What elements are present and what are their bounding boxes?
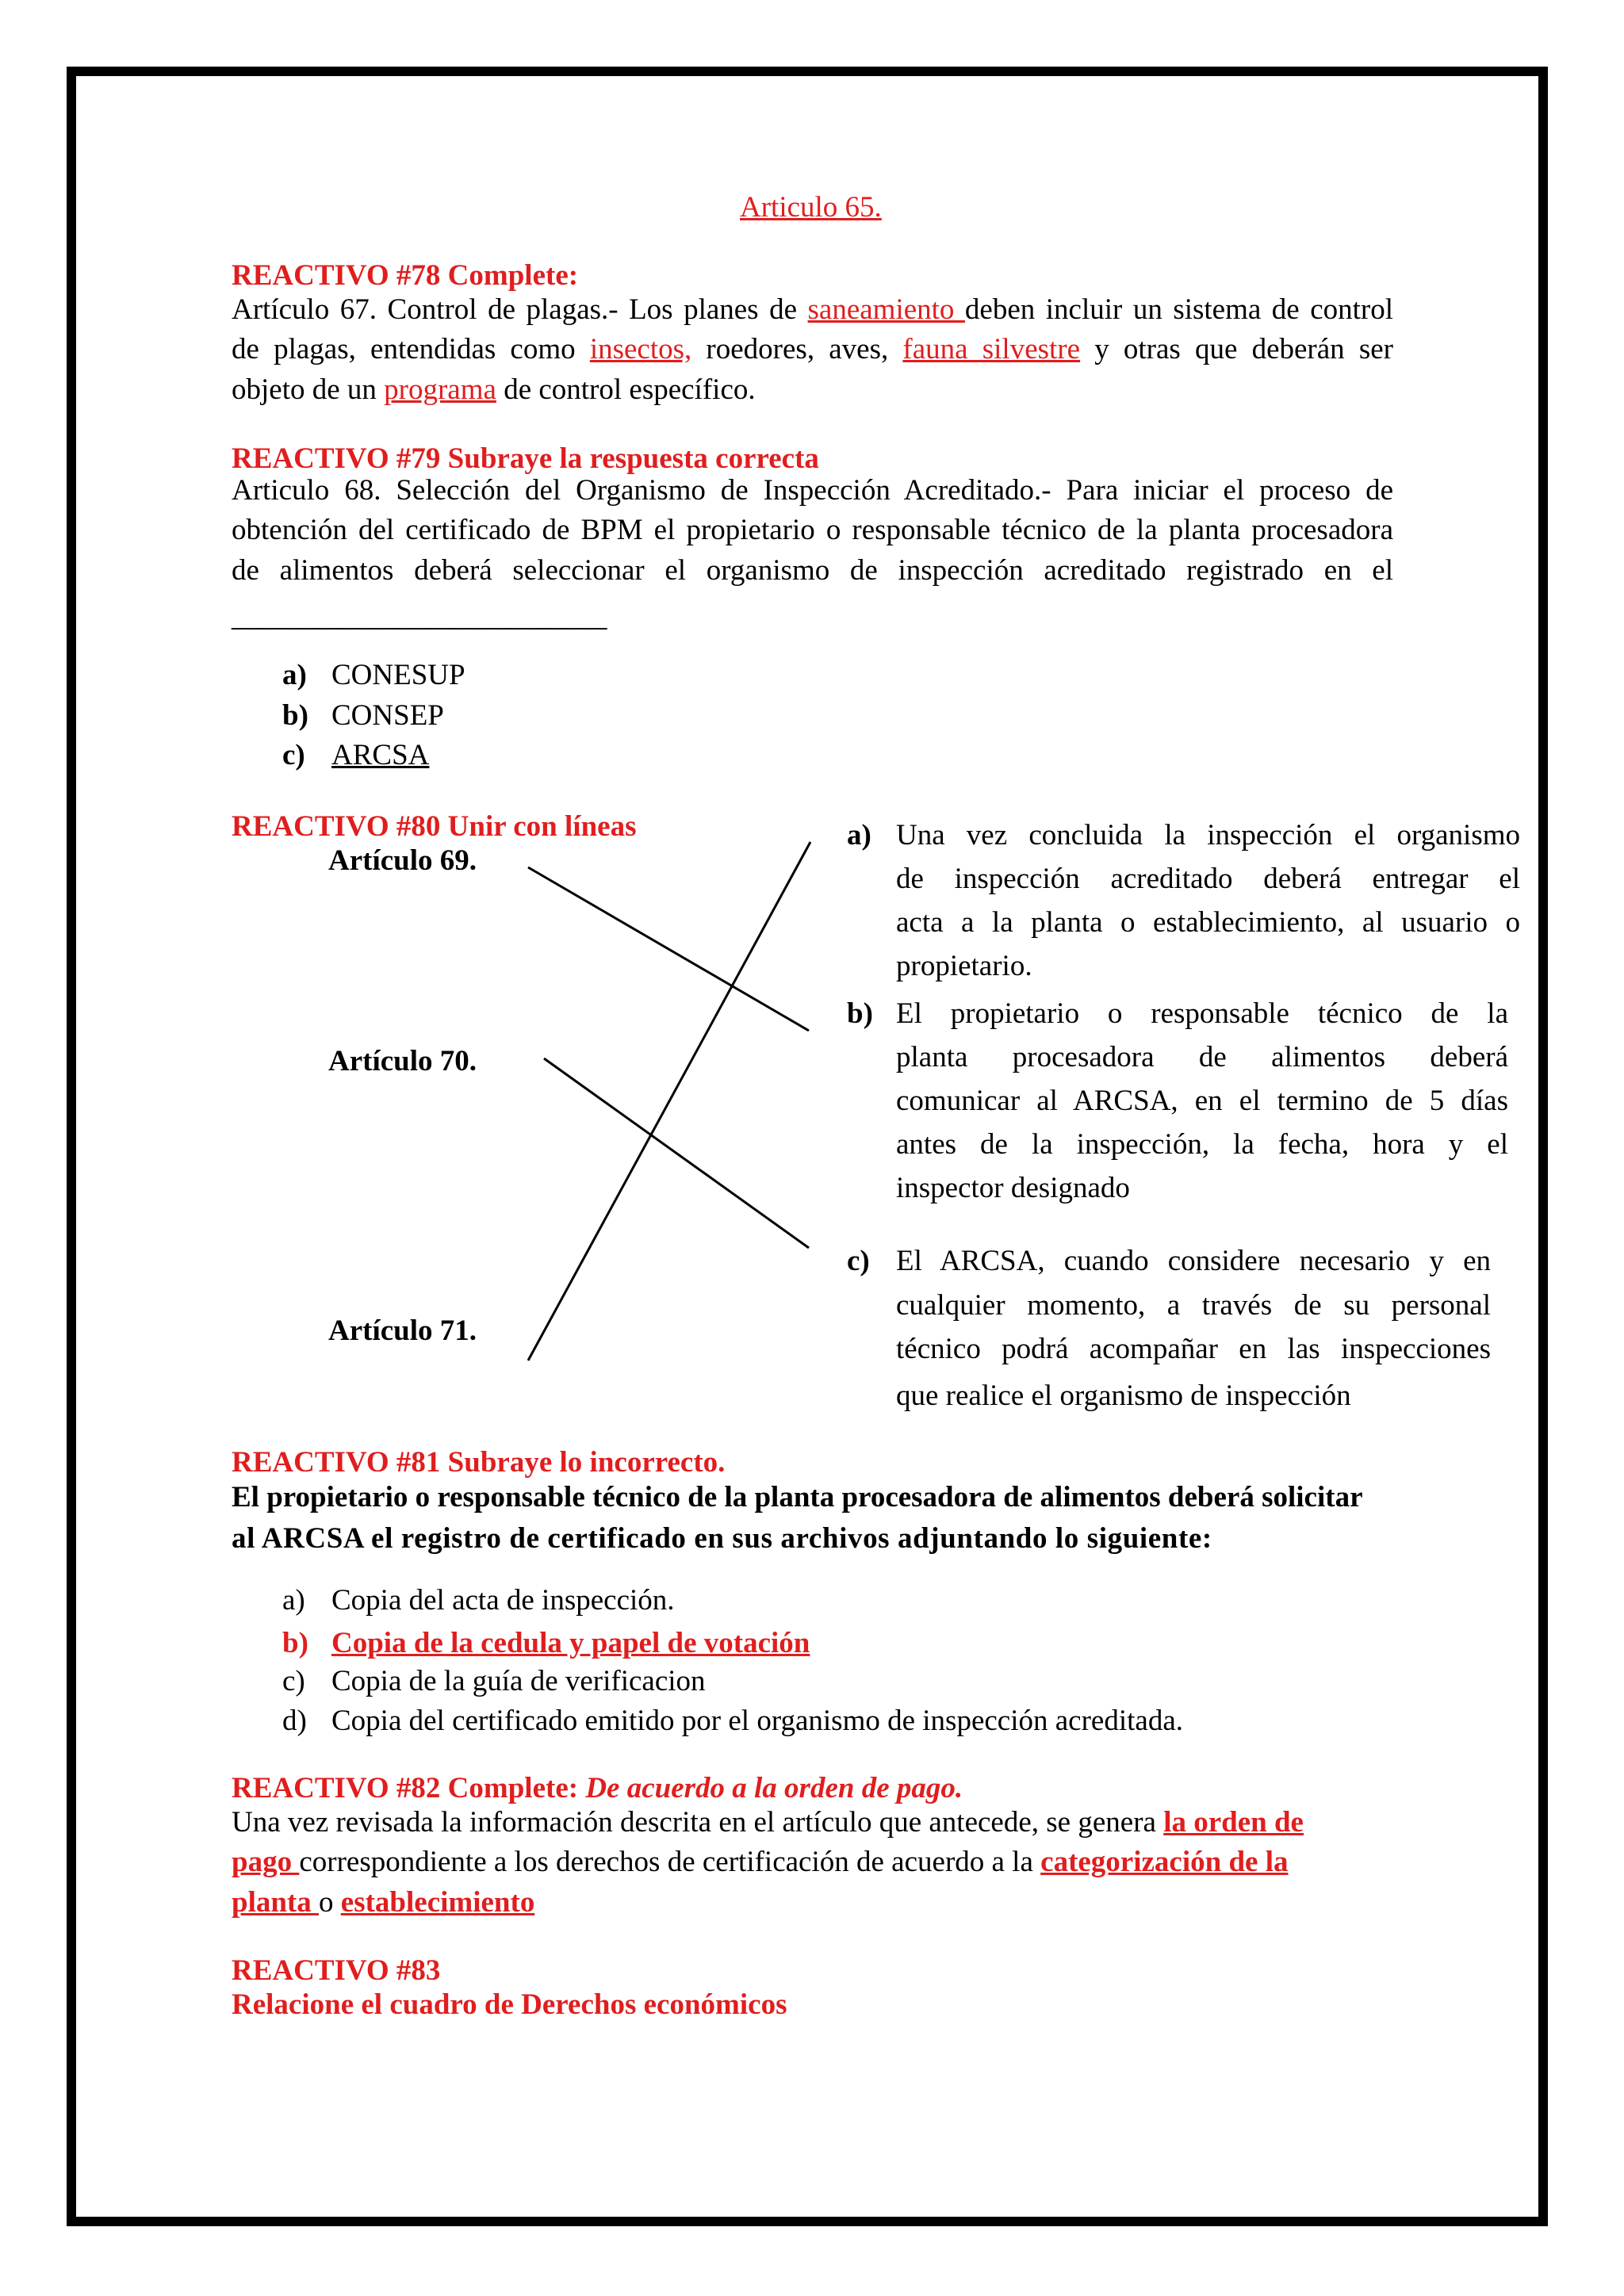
- r81-incorrect-answer: Copia de la cedula y papel de votación: [331, 1627, 810, 1659]
- r82-answer: pago: [232, 1846, 300, 1878]
- r78-text: Artículo 67. Control de plagas.- Los planes de: [232, 293, 808, 326]
- r78-text: roedores, aves,: [691, 333, 903, 365]
- r79-line-1: Articulo 68. Selección del Organismo de Inspección Acreditado.- Para iniciar el proceso de: [232, 474, 1393, 507]
- r80-right-a-line: Una vez concluida la inspección el organismo: [896, 819, 1520, 851]
- r78-text: objeto de un: [232, 373, 385, 406]
- r80-left-71: Artículo 71.: [328, 1314, 477, 1347]
- r81-option-c: c) Copia de la guía de verificacion: [282, 1665, 706, 1697]
- r82-line-1: Una vez revisada la información descrita en el artículo que antecede, se genera la orden de: [232, 1806, 1304, 1839]
- r79-option-b: b) CONSEP: [282, 699, 444, 732]
- r83-subheading: Relacione el cuadro de Derechos económicos: [232, 1988, 787, 2021]
- r82-answer: categorización de la: [1040, 1846, 1289, 1878]
- r80-right-c-line: cualquier momento, a través de su personal: [896, 1289, 1491, 1322]
- r81-option-b: b) Copia de la cedula y papel de votación: [282, 1627, 810, 1659]
- r81-option-a: a) Copia del acta de inspección.: [282, 1584, 675, 1617]
- line-69-to-b: [528, 867, 809, 1031]
- r80-right-b-line: El propietario o responsable técnico de la: [896, 997, 1508, 1030]
- r79-line-3: de alimentos deberá seleccionar el organismo de inspección acreditado registrado en el: [232, 554, 1393, 587]
- r79-heading: REACTIVO #79 Subraye la respuesta correcta: [232, 442, 819, 475]
- r78-answer-saneamiento: saneamiento: [807, 293, 965, 326]
- r80-right-a-label: a): [847, 819, 871, 851]
- r81-option-d: d) Copia del certificado emitido por el organismo de inspección acreditada.: [282, 1705, 1183, 1737]
- r81-stem-2: al ARCSA el registro de certificado en sus archivos adjuntando lo siguiente:: [232, 1522, 1212, 1555]
- r78-heading: REACTIVO #78 Complete:: [232, 259, 579, 292]
- r82-answer: establecimiento: [340, 1886, 535, 1919]
- r80-right-b-label: b): [847, 997, 873, 1030]
- r81-stem-1: El propietario o responsable técnico de la planta procesadora de alimentos deberá solicitar: [232, 1481, 1363, 1513]
- r78-answer-programa: programa: [384, 373, 496, 406]
- r81-heading: REACTIVO #81 Subraye lo incorrecto.: [232, 1446, 726, 1479]
- r80-right-b-line: comunicar al ARCSA, en el termino de 5 días: [896, 1085, 1508, 1117]
- r78-text: de plagas, entendidas como: [232, 333, 590, 365]
- r78-text: deben incluir un sistema de control: [964, 293, 1394, 326]
- r80-heading: REACTIVO #80 Unir con líneas: [232, 810, 637, 843]
- r80-right-c-line: que realice el organismo de inspección: [896, 1380, 1351, 1412]
- r80-right-c-line: El ARCSA, cuando considere necesario y en: [896, 1245, 1491, 1277]
- r78-answer-insectos: insectos,: [589, 333, 692, 365]
- r79-correct-answer: ARCSA: [331, 739, 430, 771]
- r80-right-b-line: antes de la inspección, la fecha, hora y el: [896, 1128, 1508, 1161]
- r82-heading-answer: De acuerdo a la orden de pago.: [585, 1772, 963, 1804]
- r80-right-c-line: técnico podrá acompañar en las inspecciones: [896, 1333, 1491, 1365]
- r79-blank: ___________________________: [232, 600, 607, 633]
- r80-left-70: Artículo 70.: [328, 1045, 477, 1077]
- r78-answer-fauna: fauna silvestre: [902, 333, 1081, 365]
- r80-left-69: Artículo 69.: [328, 844, 477, 877]
- r80-right-b-line: planta procesadora de alimentos deberá: [896, 1041, 1508, 1073]
- r82-line-2: pago correspondiente a los derechos de certificación de acuerdo a la categorización de la: [232, 1846, 1289, 1878]
- r80-right-a-line: propietario.: [896, 950, 1032, 982]
- r79-option-c: c) ARCSA: [282, 739, 430, 771]
- r82-answer: la orden de: [1163, 1806, 1304, 1839]
- r79-line-2: obtención del certificado de BPM el propietario o responsable técnico de la planta procesadora: [232, 514, 1393, 546]
- r80-right-c-label: c): [847, 1245, 870, 1277]
- r78-text: de control específico.: [496, 373, 756, 406]
- r80-right-a-line: de inspección acreditado deberá entregar el: [896, 863, 1520, 895]
- r83-heading: REACTIVO #83: [232, 1954, 441, 1987]
- r80-right-b-line: inspector designado: [896, 1172, 1130, 1204]
- r82-line-3: planta o establecimiento: [232, 1886, 535, 1919]
- r79-option-a: a) CONESUP: [282, 659, 465, 691]
- line-71-to-a: [528, 842, 810, 1360]
- r82-answer: planta: [232, 1886, 320, 1919]
- page-title: Articulo 65.: [740, 191, 882, 224]
- r82-heading: REACTIVO #82 Complete: De acuerdo a la orden de pago.: [232, 1772, 963, 1804]
- r78-text: y otras que deberán ser: [1080, 333, 1393, 365]
- r80-right-a-line: acta a la planta o establecimiento, al usuario o: [896, 906, 1520, 939]
